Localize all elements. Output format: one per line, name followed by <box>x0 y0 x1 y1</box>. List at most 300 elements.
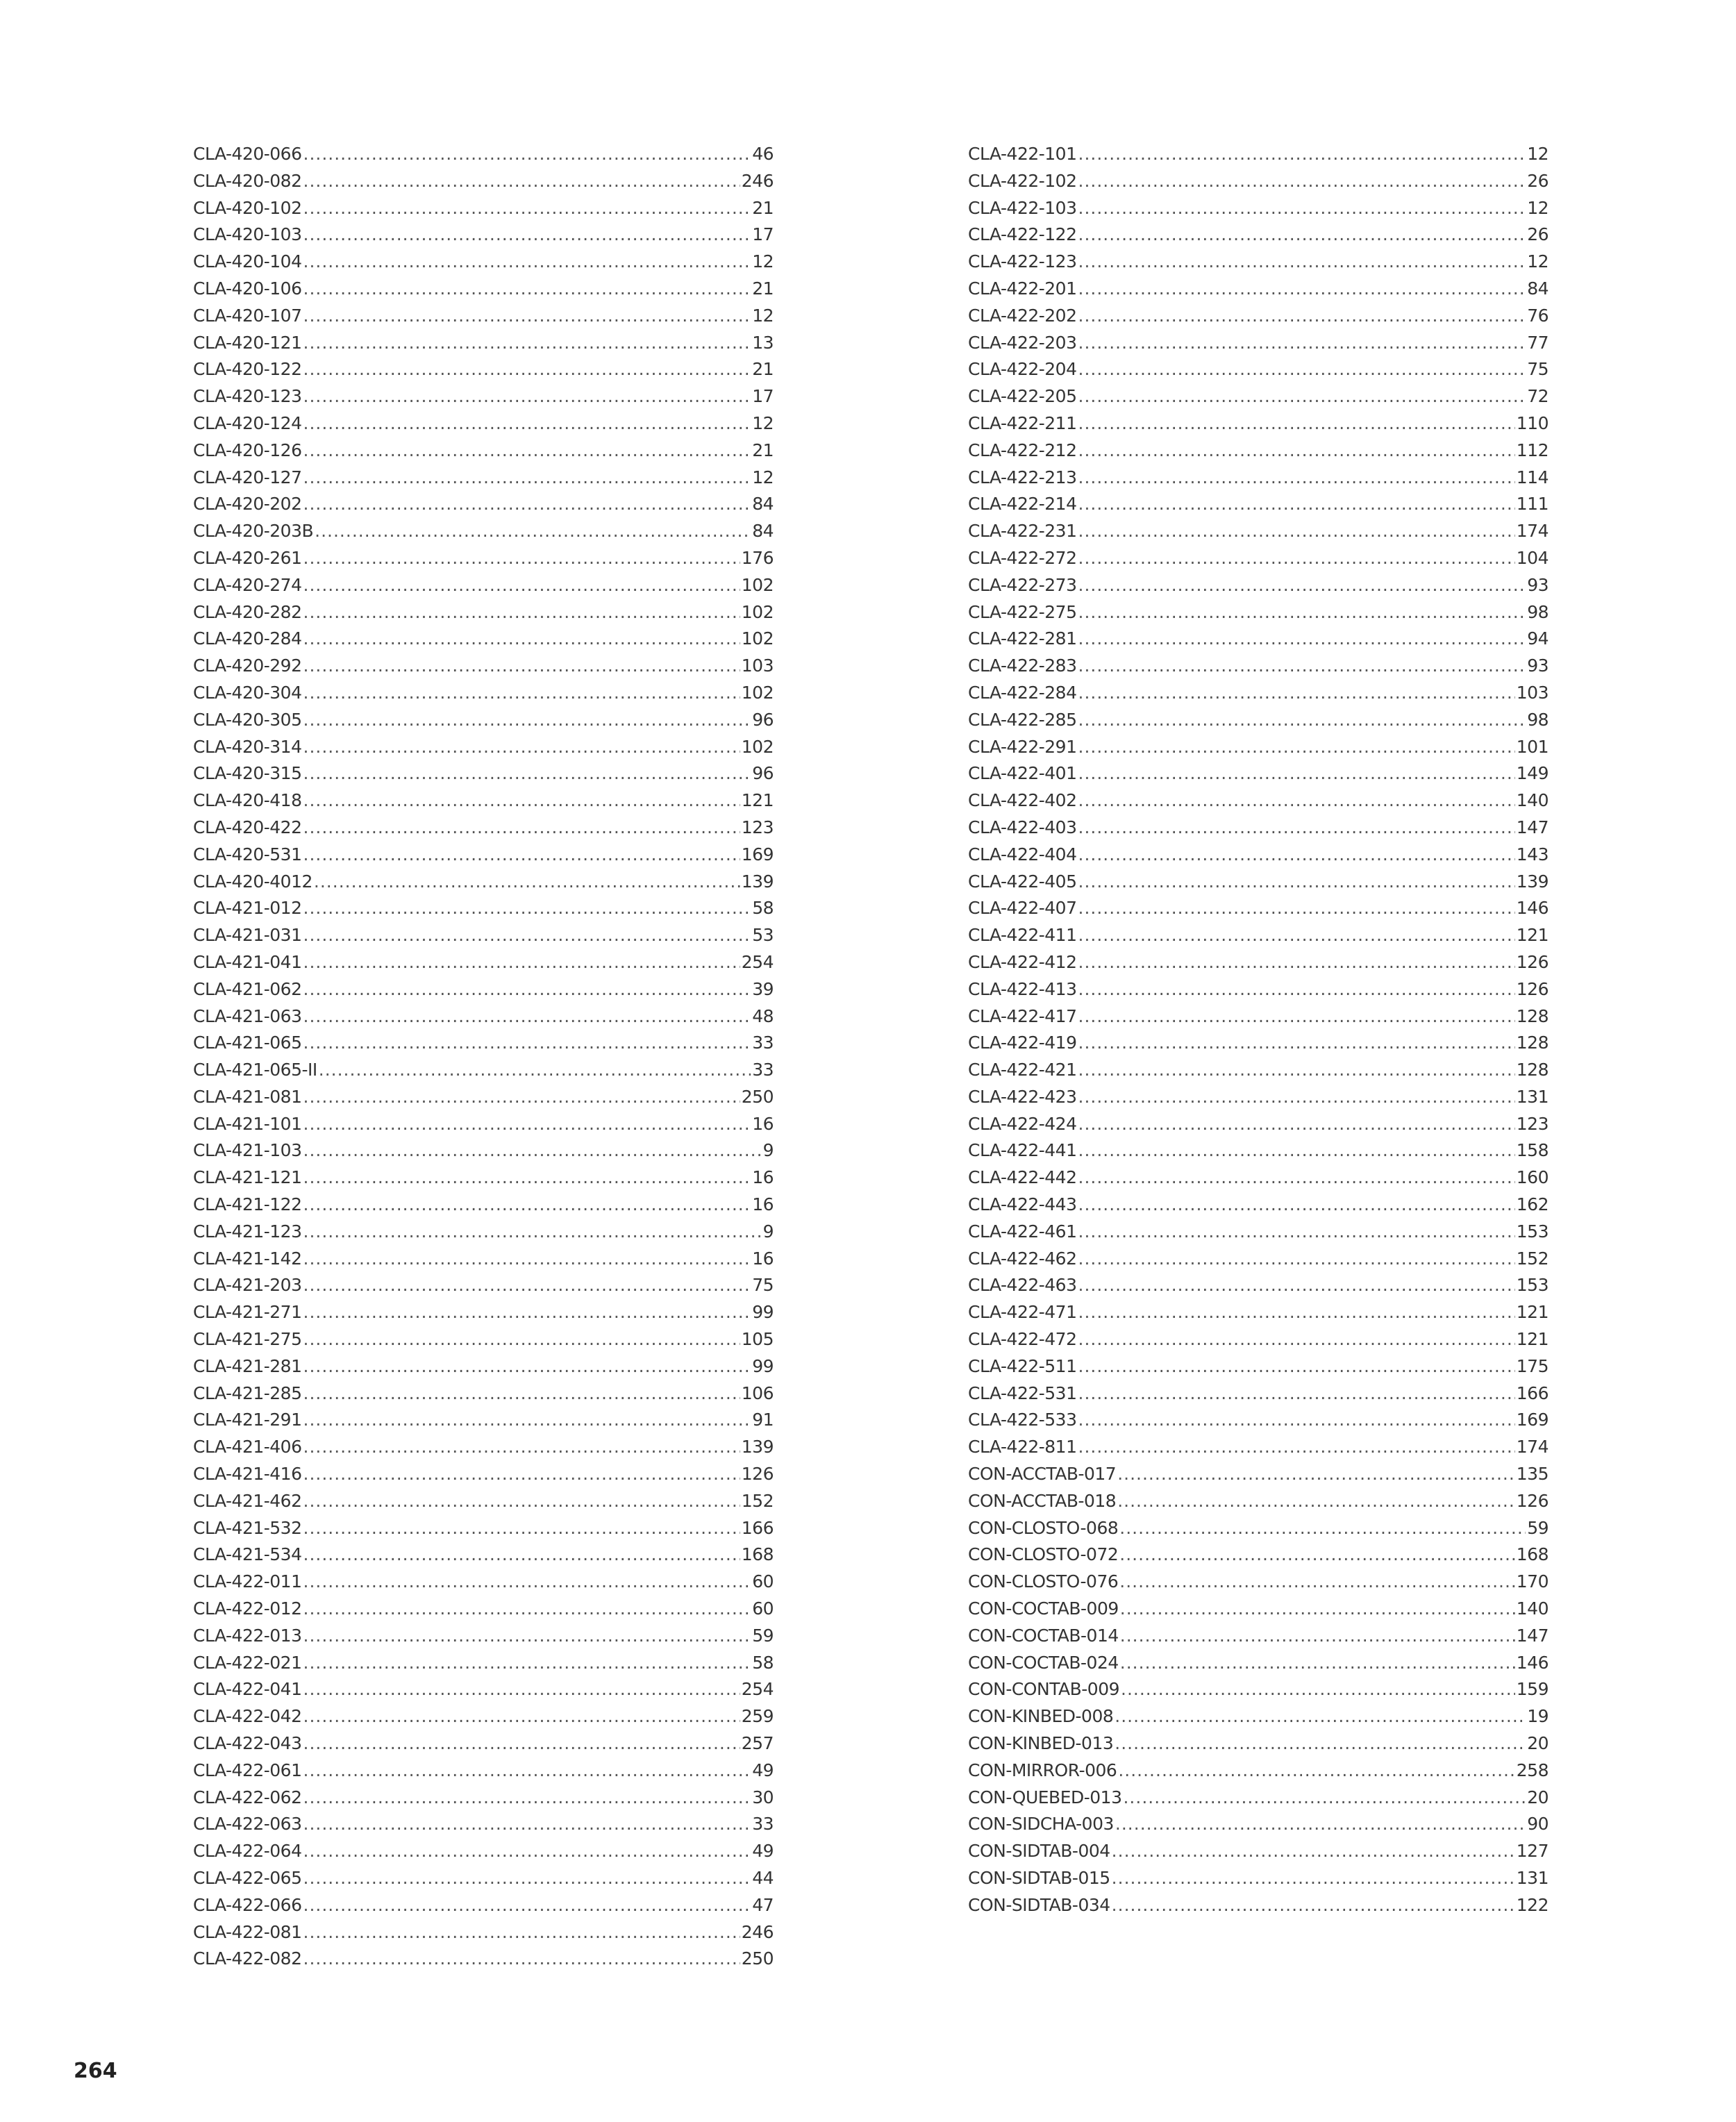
entry-page: 174 <box>1516 521 1549 542</box>
dot-leader <box>303 1030 751 1057</box>
index-entry <box>968 276 1549 303</box>
index-entry <box>193 869 774 896</box>
entry-page: 146 <box>1516 898 1549 919</box>
index-entry <box>193 437 774 465</box>
entry-code: CLA-421-416 <box>193 1464 302 1485</box>
index-entry <box>193 1246 774 1273</box>
index-entry <box>968 1137 1549 1164</box>
dot-leader <box>303 1111 751 1138</box>
entry-code: CLA-421-285 <box>193 1382 302 1403</box>
dot-leader <box>1119 1569 1515 1596</box>
dot-leader <box>303 1892 751 1919</box>
entry-page: 140 <box>1516 790 1549 811</box>
entry-code: CLA-422-285 <box>968 709 1077 730</box>
entry-page: 169 <box>1516 1410 1549 1430</box>
entry-code: CLA-422-021 <box>193 1652 302 1673</box>
dot-leader <box>303 1946 740 1973</box>
dot-leader <box>303 168 740 195</box>
dot-leader <box>1078 222 1526 249</box>
entry-page: 158 <box>1516 1140 1549 1161</box>
index-entry <box>193 1488 774 1515</box>
entry-code: CLA-420-292 <box>193 655 302 676</box>
index-entry <box>193 330 774 357</box>
entry-code: CLA-421-281 <box>193 1355 302 1376</box>
index-entry <box>193 707 774 734</box>
entry-code: CLA-422-042 <box>193 1706 302 1727</box>
index-entry <box>193 1865 774 1892</box>
entry-code: CLA-422-441 <box>968 1140 1077 1161</box>
entry-code: CLA-422-012 <box>193 1598 302 1619</box>
dot-leader <box>1078 356 1526 383</box>
entry-code: CLA-421-062 <box>193 978 302 999</box>
entry-code: CLA-421-065 <box>193 1033 302 1053</box>
entry-page: 49 <box>752 1841 774 1862</box>
dot-leader <box>1078 195 1526 222</box>
entry-code: CLA-422-231 <box>968 521 1077 542</box>
entry-page: 75 <box>1527 359 1549 380</box>
index-entry <box>193 1515 774 1542</box>
entry-page: 153 <box>1516 1275 1549 1296</box>
dot-leader <box>1078 680 1515 707</box>
dot-leader <box>303 1003 751 1030</box>
index-entry <box>968 1192 1549 1219</box>
index-entry <box>968 787 1549 814</box>
entry-code: CON-KINBED-008 <box>968 1706 1114 1727</box>
index-entry <box>193 1353 774 1380</box>
entry-code: CLA-422-066 <box>193 1894 302 1915</box>
dot-leader <box>1121 1676 1515 1703</box>
entry-code: CLA-420-202 <box>193 494 302 515</box>
index-entry <box>968 1326 1549 1353</box>
entry-page: 72 <box>1527 386 1549 407</box>
index-entry <box>968 1246 1549 1273</box>
index-entry <box>193 1380 774 1407</box>
entry-page: 121 <box>1516 1329 1549 1350</box>
dot-leader <box>1078 572 1526 599</box>
dot-leader <box>303 1084 740 1111</box>
index-entry <box>193 1542 774 1569</box>
index-entry <box>193 1946 774 1973</box>
index-entry <box>193 1084 774 1111</box>
dot-leader <box>303 922 751 949</box>
entry-code: CLA-421-081 <box>193 1086 302 1107</box>
dot-leader <box>303 303 751 330</box>
index-entry <box>193 1326 774 1353</box>
dot-leader <box>303 949 740 976</box>
index-entry <box>193 1434 774 1461</box>
entry-page: 110 <box>1516 412 1549 433</box>
dot-leader <box>303 410 751 437</box>
index-entry <box>968 1219 1549 1246</box>
dot-leader <box>1078 1407 1515 1434</box>
entry-code: CLA-422-211 <box>968 412 1077 433</box>
dot-leader <box>303 1299 751 1326</box>
entry-code: CLA-421-121 <box>193 1167 302 1188</box>
entry-code: CLA-420-123 <box>193 386 302 407</box>
entry-page: 12 <box>752 305 774 326</box>
entry-page: 123 <box>1516 1113 1549 1134</box>
entry-page: 84 <box>1527 278 1549 299</box>
entry-page: 102 <box>741 736 774 757</box>
entry-page: 21 <box>752 359 774 380</box>
entry-page: 76 <box>1527 305 1549 326</box>
entry-page: 75 <box>752 1275 774 1296</box>
index-entry <box>968 465 1549 492</box>
entry-page: 96 <box>752 709 774 730</box>
entry-code: CLA-422-064 <box>193 1841 302 1862</box>
index-entry <box>968 1757 1549 1785</box>
index-entry <box>968 1623 1549 1650</box>
index-entry <box>968 383 1549 410</box>
entry-page: 121 <box>741 790 774 811</box>
entry-page: 30 <box>752 1787 774 1807</box>
index-entry <box>193 1676 774 1703</box>
dot-leader <box>303 545 740 572</box>
entry-code: CLA-422-272 <box>968 547 1077 568</box>
dot-leader <box>303 1515 740 1542</box>
dot-leader <box>1078 949 1515 976</box>
entry-code: CLA-420-121 <box>193 332 302 353</box>
entry-page: 168 <box>741 1544 774 1565</box>
entry-page: 21 <box>752 440 774 460</box>
index-entry <box>968 869 1549 896</box>
dot-leader <box>303 599 740 626</box>
dot-leader <box>303 1757 751 1785</box>
entry-code: CLA-420-126 <box>193 440 302 460</box>
entry-code: CON-SIDTAB-015 <box>968 1868 1110 1888</box>
entry-code: CLA-421-012 <box>193 898 302 919</box>
entry-page: 166 <box>741 1517 774 1538</box>
entry-code: CLA-422-463 <box>968 1275 1077 1296</box>
index-entry <box>968 842 1549 869</box>
dot-leader <box>303 1730 740 1757</box>
entry-page: 99 <box>752 1355 774 1376</box>
dot-leader <box>1078 787 1515 814</box>
entry-page: 174 <box>1516 1437 1549 1457</box>
entry-page: 123 <box>741 817 774 837</box>
dot-leader <box>303 141 751 168</box>
index-entry <box>968 1865 1549 1892</box>
dot-leader <box>1078 1057 1515 1084</box>
index-entry <box>968 1703 1549 1730</box>
index-entry <box>193 1811 774 1838</box>
entry-page: 59 <box>1527 1517 1549 1538</box>
entry-code: CLA-421-142 <box>193 1248 302 1269</box>
dot-leader <box>303 1865 751 1892</box>
dot-leader <box>303 1219 762 1246</box>
entry-page: 176 <box>741 547 774 568</box>
entry-code: CLA-422-123 <box>968 251 1077 272</box>
index-entry <box>968 976 1549 1003</box>
index-entry <box>193 356 774 383</box>
dot-leader <box>303 330 751 357</box>
entry-page: 60 <box>752 1598 774 1619</box>
entry-code: CLA-421-041 <box>193 951 302 972</box>
entry-code: CON-CLOSTO-072 <box>968 1544 1119 1565</box>
dot-leader <box>1123 1785 1526 1812</box>
index-entry <box>968 949 1549 976</box>
dot-leader <box>303 1542 740 1569</box>
entry-code: CLA-420-082 <box>193 170 302 191</box>
entry-page: 139 <box>741 1437 774 1457</box>
entry-page: 26 <box>1527 224 1549 245</box>
entry-page: 9 <box>762 1221 774 1242</box>
index-entry <box>968 1596 1549 1623</box>
dot-leader <box>1078 1164 1515 1192</box>
index-entry <box>968 491 1549 518</box>
entry-code: CLA-422-202 <box>968 305 1077 326</box>
index-entry <box>968 1650 1549 1677</box>
index-entry <box>193 1003 774 1030</box>
entry-code: CLA-422-273 <box>968 574 1077 595</box>
entry-code: CLA-422-102 <box>968 170 1077 191</box>
index-entry <box>193 599 774 626</box>
entry-page: 59 <box>752 1625 774 1646</box>
dot-leader <box>303 1785 751 1812</box>
entry-code: CLA-421-063 <box>193 1005 302 1026</box>
entry-code: CLA-421-291 <box>193 1410 302 1430</box>
entry-page: 12 <box>1527 197 1549 218</box>
dot-leader <box>1112 1892 1515 1919</box>
index-entry <box>193 1407 774 1434</box>
entry-page: 122 <box>1516 1894 1549 1915</box>
entry-page: 127 <box>1516 1841 1549 1862</box>
entry-page: 104 <box>1516 547 1549 568</box>
entry-page: 17 <box>752 386 774 407</box>
entry-code: CLA-422-531 <box>968 1382 1077 1403</box>
dot-leader <box>1112 1838 1515 1865</box>
index-entry <box>193 1650 774 1677</box>
index-entry <box>193 1111 774 1138</box>
entry-page: 121 <box>1516 1302 1549 1323</box>
entry-page: 168 <box>1516 1544 1549 1565</box>
entry-page: 16 <box>752 1167 774 1188</box>
entry-page: 96 <box>752 763 774 784</box>
dot-leader <box>1078 1246 1515 1273</box>
entry-page: 12 <box>1527 251 1549 272</box>
dot-leader <box>1078 976 1515 1003</box>
entry-page: 16 <box>752 1113 774 1134</box>
entry-page: 111 <box>1516 494 1549 515</box>
entry-code: CON-COCTAB-024 <box>968 1652 1119 1673</box>
index-entry <box>193 1838 774 1865</box>
dot-leader <box>1078 410 1515 437</box>
index-entry <box>968 1272 1549 1299</box>
entry-page: 21 <box>752 278 774 299</box>
entry-code: CLA-422-442 <box>968 1167 1077 1188</box>
index-entry <box>968 1676 1549 1703</box>
index-entry <box>968 222 1549 249</box>
index-entry <box>968 895 1549 922</box>
entry-code: CLA-421-271 <box>193 1302 302 1323</box>
index-entry <box>193 734 774 761</box>
entry-page: 162 <box>1516 1194 1549 1215</box>
entry-page: 246 <box>741 170 774 191</box>
entry-page: 259 <box>741 1706 774 1727</box>
entry-page: 257 <box>741 1733 774 1754</box>
entry-page: 16 <box>752 1248 774 1269</box>
entry-page: 135 <box>1516 1464 1549 1485</box>
entry-code: CLA-422-283 <box>968 655 1077 676</box>
entry-page: 48 <box>752 1005 774 1026</box>
index-entry <box>193 1299 774 1326</box>
entry-page: 102 <box>741 682 774 703</box>
index-entry <box>193 491 774 518</box>
entry-page: 128 <box>1516 1033 1549 1053</box>
index-entry <box>968 1003 1549 1030</box>
entry-page: 146 <box>1516 1652 1549 1673</box>
entry-code: CLA-420-107 <box>193 305 302 326</box>
entry-page: 9 <box>762 1140 774 1161</box>
entry-code: CLA-422-013 <box>193 1625 302 1646</box>
dot-leader <box>303 1596 751 1623</box>
entry-page: 58 <box>752 1652 774 1673</box>
dot-leader <box>1078 1299 1515 1326</box>
entry-page: 20 <box>1527 1733 1549 1754</box>
entry-page: 106 <box>741 1382 774 1403</box>
dot-leader <box>1119 1542 1515 1569</box>
entry-code: CON-CONTAB-009 <box>968 1679 1120 1700</box>
dot-leader <box>1078 491 1515 518</box>
entry-code: CLA-422-412 <box>968 951 1077 972</box>
entry-code: CLA-420-282 <box>193 601 302 622</box>
entry-code: CLA-420-315 <box>193 763 302 784</box>
entry-page: 58 <box>752 898 774 919</box>
entry-page: 121 <box>1516 925 1549 946</box>
dot-leader <box>303 491 751 518</box>
entry-page: 103 <box>741 655 774 676</box>
dot-leader <box>303 1192 751 1219</box>
dot-leader <box>1078 383 1526 410</box>
index-entry <box>968 1299 1549 1326</box>
entry-code: CON-ACCTAB-017 <box>968 1464 1117 1485</box>
entry-code: CLA-422-411 <box>968 925 1077 946</box>
entry-code: CON-CLOSTO-076 <box>968 1571 1119 1592</box>
dot-leader <box>1112 1865 1515 1892</box>
entry-page: 250 <box>741 1948 774 1969</box>
dot-leader <box>303 976 751 1003</box>
entry-code: CLA-420-274 <box>193 574 302 595</box>
entry-code: CLA-422-419 <box>968 1033 1077 1053</box>
entry-page: 93 <box>1527 655 1549 676</box>
index-entry <box>968 545 1549 572</box>
entry-page: 98 <box>1527 601 1549 622</box>
dot-leader <box>1078 303 1526 330</box>
index-entry <box>968 922 1549 949</box>
dot-leader <box>1118 1757 1514 1785</box>
entry-page: 170 <box>1516 1571 1549 1592</box>
entry-code: CON-MIRROR-006 <box>968 1760 1117 1780</box>
index-entry <box>193 383 774 410</box>
index-entry <box>968 437 1549 465</box>
entry-code: CLA-422-041 <box>193 1679 302 1700</box>
entry-page: 101 <box>1516 736 1549 757</box>
entry-code: CLA-420-304 <box>193 682 302 703</box>
index-entry <box>968 653 1549 680</box>
index-entry <box>193 760 774 787</box>
index-entry <box>193 1730 774 1757</box>
entry-code: CLA-422-421 <box>968 1060 1077 1080</box>
entry-page: 93 <box>1527 574 1549 595</box>
dot-leader <box>303 1703 740 1730</box>
entry-page: 112 <box>1516 440 1549 460</box>
dot-leader <box>314 869 740 896</box>
entry-code: CON-COCTAB-014 <box>968 1625 1119 1646</box>
dot-leader <box>303 1811 751 1838</box>
entry-code: CLA-422-462 <box>968 1248 1077 1269</box>
dot-leader <box>303 437 751 465</box>
entry-code: CLA-422-201 <box>968 278 1077 299</box>
index-entry <box>193 465 774 492</box>
entry-page: 149 <box>1516 763 1549 784</box>
entry-code: CLA-422-417 <box>968 1005 1077 1026</box>
entry-page: 12 <box>752 251 774 272</box>
index-entry <box>968 760 1549 787</box>
index-entry <box>193 1164 774 1192</box>
index-entry <box>968 141 1549 168</box>
entry-code: CLA-420-124 <box>193 412 302 433</box>
index-entry <box>193 842 774 869</box>
entry-page: 49 <box>752 1760 774 1780</box>
entry-code: CLA-421-532 <box>193 1517 302 1538</box>
dot-leader <box>303 626 740 653</box>
dot-leader <box>1078 545 1515 572</box>
entry-page: 46 <box>752 144 774 164</box>
entry-page: 12 <box>1527 144 1549 164</box>
index-column-left <box>193 141 774 1973</box>
index-entry <box>193 1919 774 1946</box>
dot-leader <box>1078 1137 1515 1164</box>
index-entry <box>968 1057 1549 1084</box>
index-entry <box>968 814 1549 842</box>
dot-leader <box>303 680 740 707</box>
entry-code: CLA-422-443 <box>968 1194 1077 1215</box>
entry-page: 126 <box>1516 1490 1549 1511</box>
entry-page: 147 <box>1516 817 1549 837</box>
dot-leader <box>1078 626 1526 653</box>
dot-leader <box>303 1246 751 1273</box>
dot-leader <box>1078 1434 1515 1461</box>
entry-page: 91 <box>752 1410 774 1430</box>
dot-leader <box>1078 276 1526 303</box>
dot-leader <box>1120 1596 1515 1623</box>
entry-page: 84 <box>752 494 774 515</box>
dot-leader <box>1117 1488 1515 1515</box>
dot-leader <box>303 1380 740 1407</box>
entry-code: CLA-420-4012 <box>193 871 312 892</box>
index-entry <box>968 1111 1549 1138</box>
index-entry <box>968 1434 1549 1461</box>
entry-code: CLA-422-401 <box>968 763 1077 784</box>
index-entry <box>193 410 774 437</box>
dot-leader <box>303 1838 751 1865</box>
entry-page: 99 <box>752 1302 774 1323</box>
dot-leader <box>1078 1111 1515 1138</box>
index-column-right <box>968 141 1549 1919</box>
entry-page: 250 <box>741 1086 774 1107</box>
entry-page: 139 <box>1516 871 1549 892</box>
index-entry <box>193 1461 774 1488</box>
entry-page: 152 <box>1516 1248 1549 1269</box>
index-entry <box>193 1785 774 1812</box>
entry-code: CLA-420-066 <box>193 144 302 164</box>
dot-leader <box>1078 922 1515 949</box>
index-entry <box>968 1380 1549 1407</box>
entry-code: CON-SIDCHA-003 <box>968 1814 1114 1835</box>
dot-leader <box>303 1623 751 1650</box>
entry-page: 169 <box>741 844 774 864</box>
dot-leader <box>303 1137 762 1164</box>
